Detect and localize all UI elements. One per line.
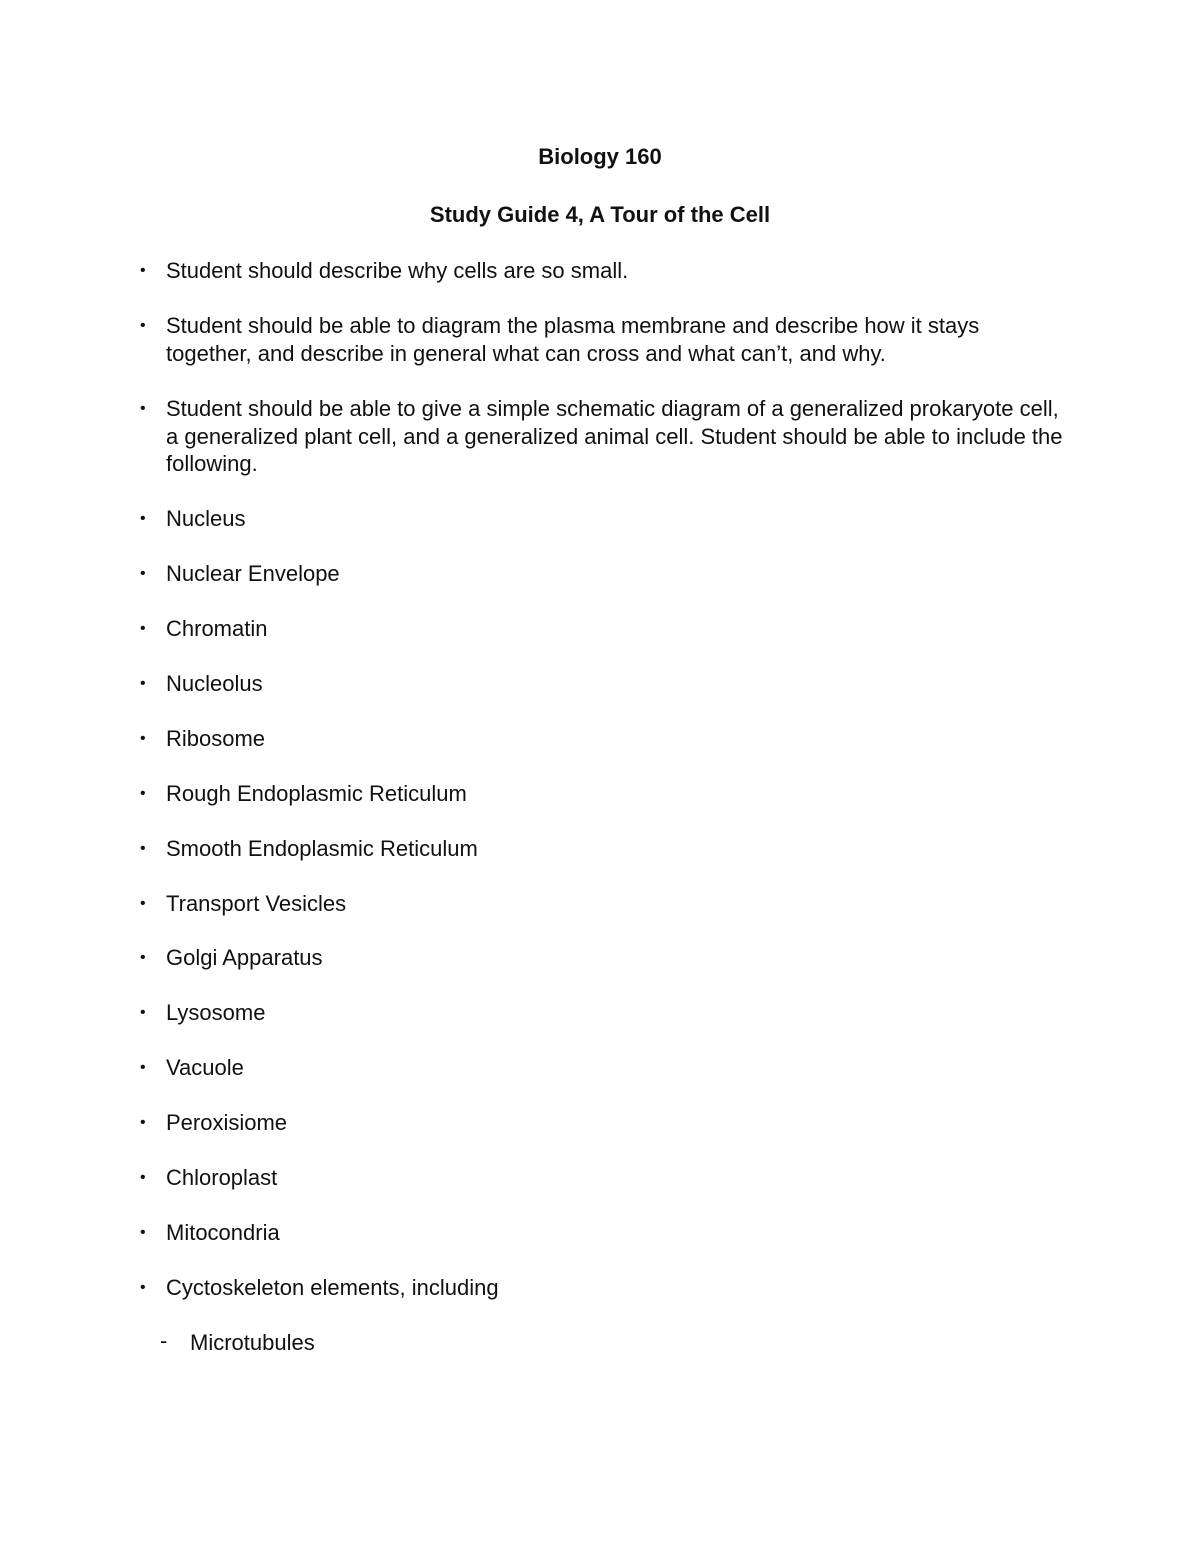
bullet-icon: • <box>140 730 146 747</box>
structure-item <box>140 670 1070 698</box>
bullet-icon: • <box>140 1169 146 1186</box>
bullet-icon: • <box>140 675 146 692</box>
objective-item <box>140 395 1070 478</box>
structure-item <box>140 999 1070 1027</box>
structure-item <box>140 505 1070 533</box>
structure-text: Chromatin <box>166 616 268 641</box>
structure-text: Nucleolus <box>166 671 263 696</box>
bullet-icon: • <box>140 620 146 637</box>
bullet-icon: • <box>140 510 146 527</box>
structure-item <box>140 1164 1070 1192</box>
structure-item <box>140 890 1070 918</box>
sub-item-text: Microtubules <box>190 1330 315 1355</box>
structure-text: Cyctoskeleton elements, including <box>166 1275 499 1300</box>
bullet-icon: • <box>140 400 146 417</box>
sub-item <box>160 1329 1090 1357</box>
structure-text: Lysosome <box>166 1000 266 1025</box>
bullet-icon: • <box>140 785 146 802</box>
structure-text: Golgi Apparatus <box>166 945 323 970</box>
objective-item <box>140 312 1070 367</box>
structure-text: Mitocondria <box>166 1220 280 1245</box>
bullet-icon: • <box>140 317 146 334</box>
structure-text: Nuclear Envelope <box>166 561 340 586</box>
bullet-icon: • <box>140 895 146 912</box>
structure-item <box>140 1054 1070 1082</box>
page-title: Biology 160 <box>538 144 662 169</box>
bullet-icon: • <box>140 1224 146 1241</box>
structure-item <box>140 615 1070 643</box>
bullet-icon: • <box>140 1004 146 1021</box>
structure-text: Smooth Endoplasmic Reticulum <box>166 836 478 861</box>
objective-text: Student should be able to diagram the plasma membrane and describe how it stays together, and describe in general what can cross and what can’t, and why. <box>166 313 980 366</box>
structure-item <box>140 725 1070 753</box>
structure-item <box>140 1109 1070 1137</box>
bullet-icon: • <box>140 1114 146 1131</box>
structure-text: Chloroplast <box>166 1165 278 1190</box>
bullet-icon: • <box>140 949 146 966</box>
structure-text: Nucleus <box>166 506 246 531</box>
bullet-icon: • <box>140 1059 146 1076</box>
bullet-icon: • <box>140 565 146 582</box>
structure-item <box>140 1219 1070 1247</box>
structure-item <box>140 835 1070 863</box>
objective-text: Student should be able to give a simple schematic diagram of a generalized prokaryote cell, a generalized plant cell, and a generalized animal cell. Student should be able to include the following. <box>166 396 1063 476</box>
structure-item <box>140 944 1070 972</box>
dash-icon: - <box>160 1328 168 1353</box>
bullet-icon: • <box>140 840 146 857</box>
structure-item <box>140 1274 1070 1302</box>
page-subtitle: Study Guide 4, A Tour of the Cell <box>429 202 771 227</box>
structure-item <box>140 560 1070 588</box>
structure-text: Ribosome <box>166 726 266 751</box>
structure-item <box>140 780 1070 808</box>
bullet-icon: • <box>140 1279 146 1296</box>
structure-text: Rough Endoplasmic Reticulum <box>166 781 467 806</box>
structure-text: Peroxisiome <box>166 1110 288 1135</box>
objective-text: Student should describe why cells are so small. <box>166 258 629 283</box>
structure-text: Transport Vesicles <box>166 891 347 916</box>
bullet-icon: • <box>140 262 146 279</box>
objective-item <box>140 257 1070 285</box>
structure-text: Vacuole <box>166 1055 244 1080</box>
